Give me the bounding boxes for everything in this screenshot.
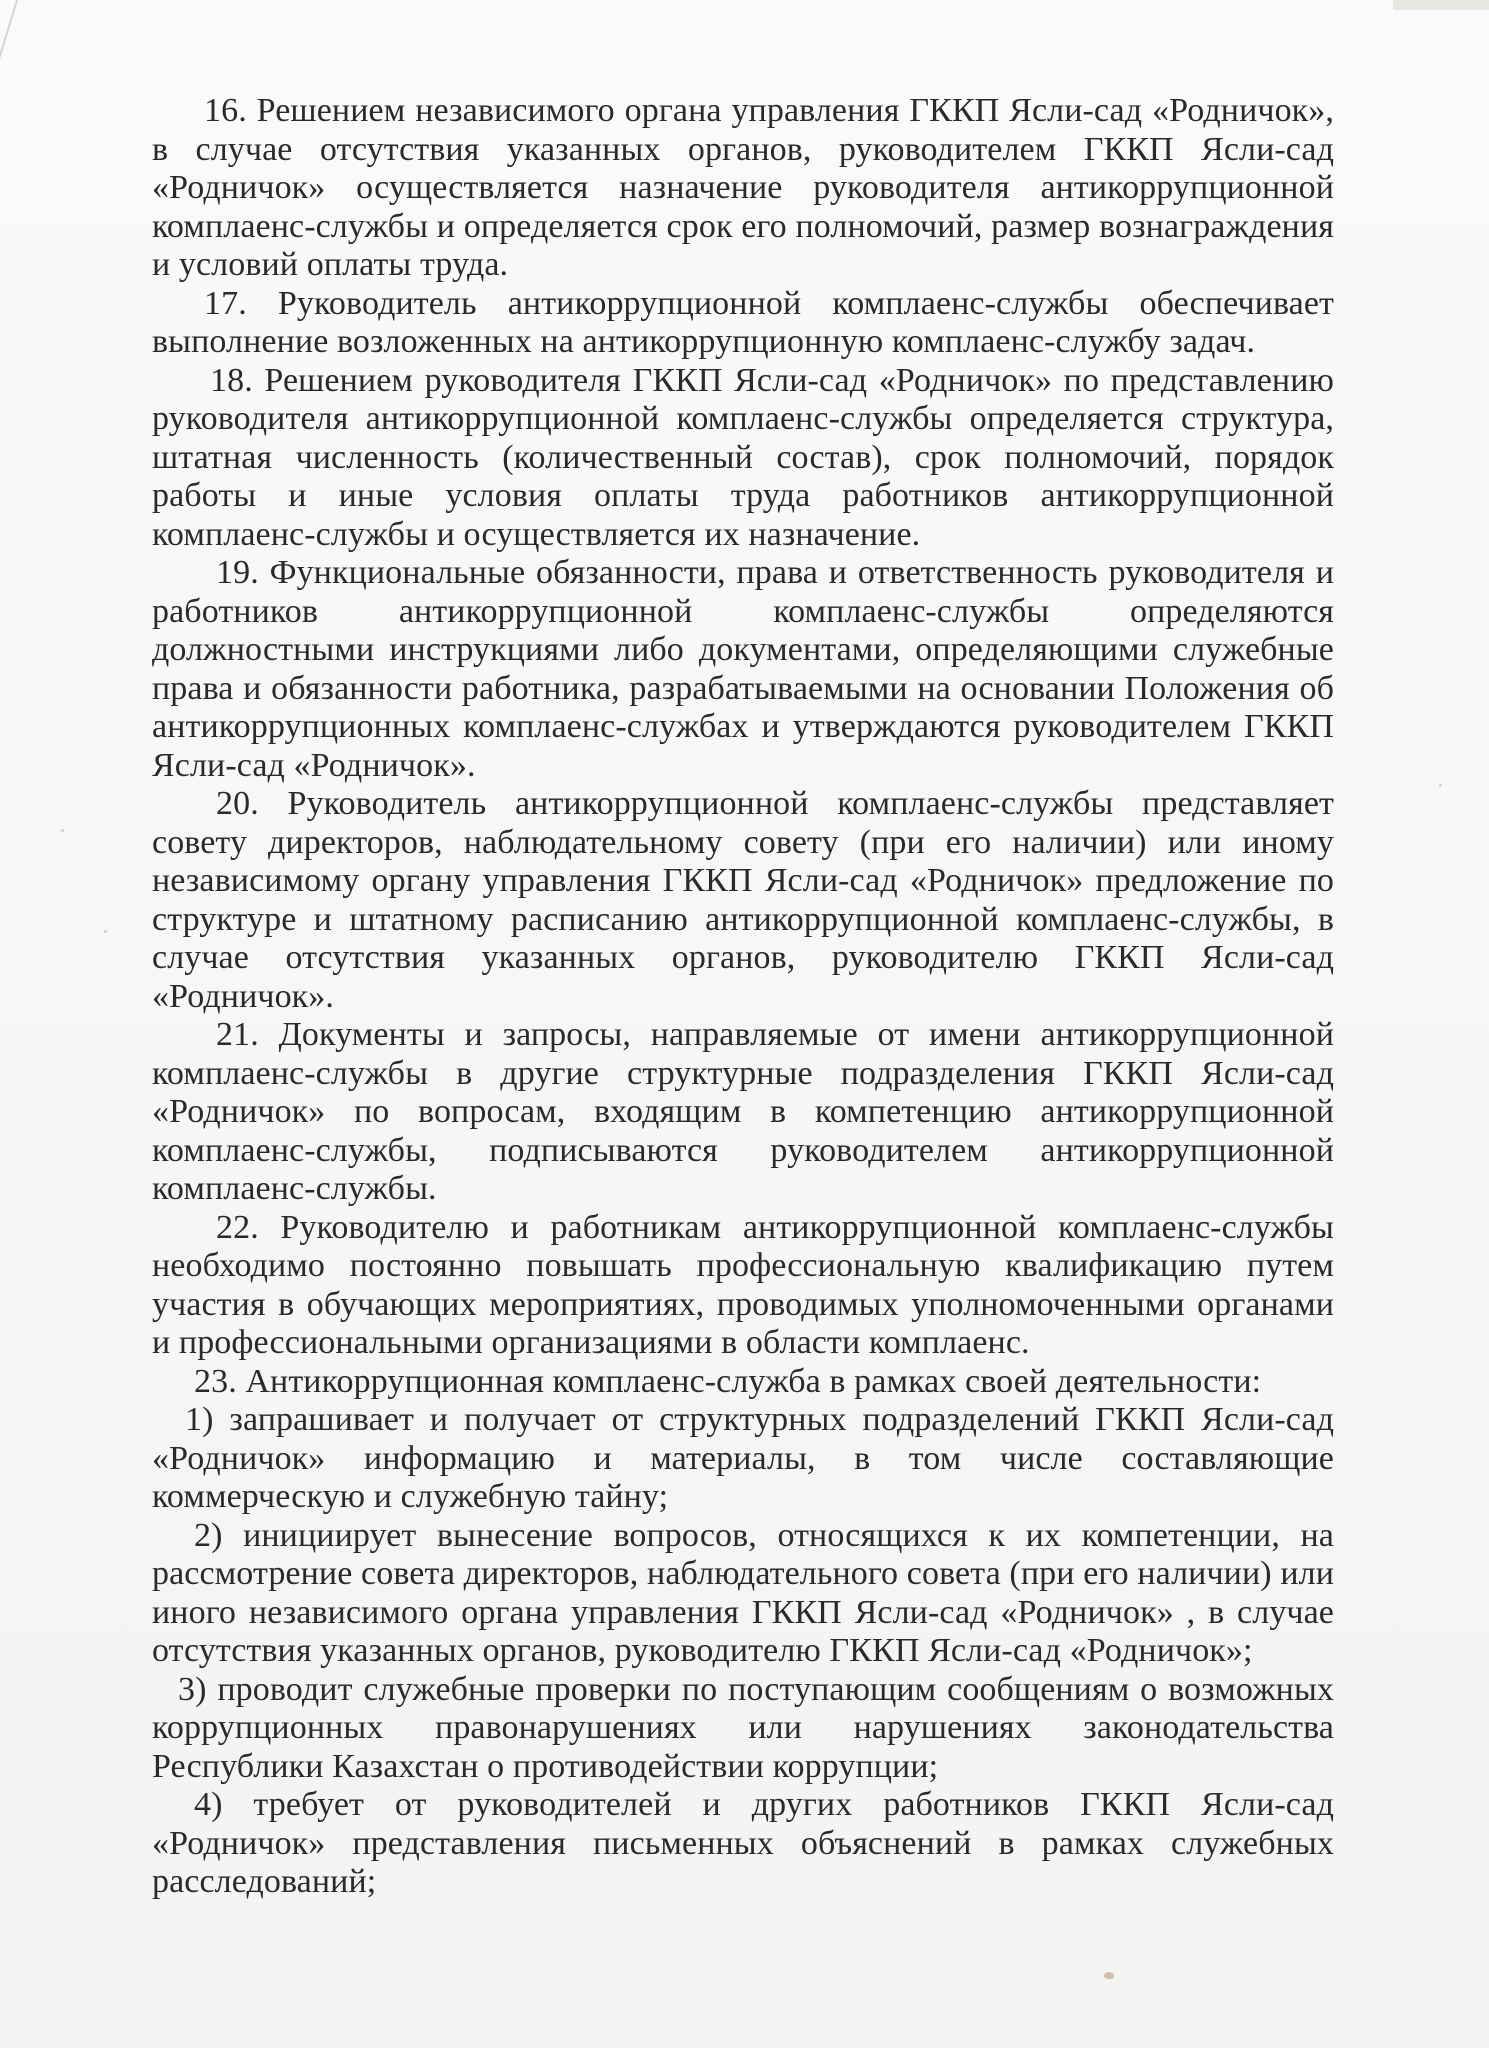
scan-edge-shadow [1393,0,1489,10]
paragraph-21: 21. Документы и запросы, направляемые от имени антикоррупционной комплаенс-службы в другие структурные подразделения ГККП Ясли-сад «Родничок» по вопросам, входящим в компетенцию антикоррупционной комплаенс-службы, подписываются руководителем антикоррупционной комплаенс-службы. [152,1016,1334,1207]
paragraph-19: 19. Функциональные обязанности, права и ответственность руководителя и работников антикоррупционной комплаенс-службы определяются должностными инструкциями либо документами, определяющими служебные права и обязанности работника, разрабатываемыми на основании Положения об антикоррупционных комплаенс-службах и утверждаются руководителем ГККП Ясли-сад «Родничок». [152,554,1334,784]
document-body [152,92,1334,1902]
scan-fold-line [0,0,168,420]
list-item-3: 3) проводит служебные проверки по поступающим сообщениям о возможных коррупционных правонарушениях или нарушениях законодательства Республики Казахстан о противодействии коррупции; [152,1670,1334,1785]
paragraph-22: 22. Руководителю и работникам антикоррупционной комплаенс-службы необходимо постоянно повышать профессиональную квалификацию путем участия в обучающих мероприятиях, проводимых уполномоченными органами и профессиональными организациями в области комплаенс. [152,1208,1334,1361]
list-item-1: 1) запрашивает и получает от структурных подразделений ГККП Ясли-сад «Родничок» информацию и материалы, в том числе составляющие коммерческую и служебную тайну; [152,1401,1334,1515]
paragraph-16: 16. Решением независимого органа управления ГККП Ясли-сад «Родничок», в случае отсутствия указанных органов, руководителем ГККП Ясли-сад «Родничок» осуществляется назначение руководителя антикоррупционной комплаенс-службы и определяется срок его полномочий, размер вознаграждения и условий оплаты труда. [152,92,1334,283]
list-item-2: 2) инициирует вынесение вопросов, относящихся к их компетенции, на рассмотрение совета директоров, наблюдательного совета (при его наличии) или иного независимого органа управления ГККП Ясли-сад «Родничок» , в случае отсутствия указанных органов, руководителю ГККП Ясли-сад «Родничок»; [152,1516,1334,1669]
paragraph-18: 18. Решением руководителя ГККП Ясли-сад «Родничок» по представлению руководителя антикоррупционной комплаенс-службы определяется структура, штатная численность (количественный состав), срок полномочий, порядок работы и иные условия оплаты труда работников антикоррупционной комплаенс-службы и осуществляется их назначение. [152,361,1334,553]
paragraph-17: 17. Руководитель антикоррупционной комплаенс-службы обеспечивает выполнение возложенных на антикоррупционную комплаенс-службу задач. [152,284,1334,360]
list-item-4: 4) требует от руководителей и других работников ГККП Ясли-сад «Родничок» представления письменных объяснений в рамках служебных расследований; [152,1786,1334,1900]
scan-speck [104,930,107,933]
scan-mark [1104,1972,1114,1979]
scan-speck [1439,784,1442,787]
paragraph-20: 20. Руководитель антикоррупционной комплаенс-службы представляет совету директоров, наблюдательному совету (при его наличии) или иному независимому органу управления ГККП Ясли-сад «Родничок» предложение по структуре и штатному расписанию антикоррупционной комплаенс-службы, в случае отсутствия указанных органов, руководителю ГККП Ясли-сад «Родничок». [152,785,1334,1015]
paragraph-23: 23. Антикоррупционная комплаенс-служба в рамках своей деятельности: [194,1362,1262,1400]
scan-speck [61,829,64,832]
